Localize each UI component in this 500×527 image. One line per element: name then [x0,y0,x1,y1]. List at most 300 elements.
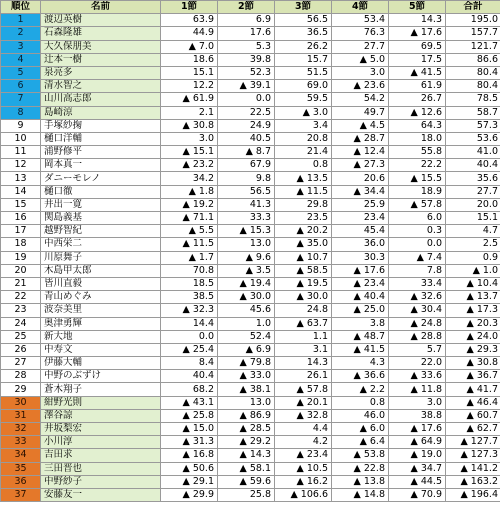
name-cell[interactable]: ダニーモレノ [41,172,161,185]
table-row[interactable] [1,370,500,383]
round-4-cell[interactable]: 36.0 [332,238,389,251]
rank-cell[interactable]: 6 [1,80,41,93]
round-2-cell[interactable]: 56.5 [218,185,275,198]
round-2-cell[interactable]: 41.3 [218,198,275,211]
total-cell[interactable]: ▲ 13.7 [446,291,500,304]
round-2-cell[interactable]: ▲ 33.0 [218,370,275,383]
rank-cell[interactable]: 9 [1,119,41,132]
total-cell[interactable]: 57.3 [446,119,500,132]
round-2-cell[interactable]: 24.9 [218,119,275,132]
rank-cell[interactable]: 22 [1,291,41,304]
name-cell[interactable]: 岡本真一 [41,159,161,172]
round-2-cell[interactable]: ▲ 38.1 [218,383,275,396]
total-cell[interactable]: ▲ 196.4 [446,488,500,501]
round-3-cell[interactable]: ▲ 16.2 [275,475,332,488]
round-5-cell[interactable]: ▲ 32.6 [389,291,446,304]
round-3-cell[interactable]: 3.1 [275,343,332,356]
name-cell[interactable]: 中野のぶずけ [41,370,161,383]
total-cell[interactable]: ▲ 163.2 [446,475,500,488]
name-cell[interactable]: 青山めぐみ [41,291,161,304]
round-1-cell[interactable]: ▲ 43.1 [161,396,218,409]
round-5-cell[interactable]: 3.0 [389,396,446,409]
round-3-cell[interactable]: ▲ 10.7 [275,251,332,264]
table-row[interactable] [1,146,500,159]
round-3-cell[interactable]: ▲ 57.8 [275,383,332,396]
round-3-cell[interactable]: 36.5 [275,27,332,40]
round-2-cell[interactable]: 5.3 [218,40,275,53]
rank-cell[interactable]: 26 [1,343,41,356]
rank-cell[interactable]: 1 [1,14,41,27]
name-cell[interactable]: 樋口徹 [41,185,161,198]
round-5-cell[interactable]: 0.0 [389,238,446,251]
total-cell[interactable]: ▲ 29.3 [446,343,500,356]
round-4-cell[interactable]: 23.4 [332,212,389,225]
round-4-cell[interactable]: 49.7 [332,106,389,119]
round-1-cell[interactable]: ▲ 25.8 [161,409,218,422]
table-row[interactable] [1,409,500,422]
table-row[interactable] [1,172,500,185]
total-cell[interactable]: 15.1 [446,212,500,225]
col-header-rank[interactable]: 順位 [1,1,41,14]
round-2-cell[interactable]: 17.6 [218,27,275,40]
rank-cell[interactable]: 31 [1,409,41,422]
round-4-cell[interactable]: ▲ 34.4 [332,185,389,198]
round-1-cell[interactable]: 14.4 [161,317,218,330]
round-1-cell[interactable]: ▲ 1.7 [161,251,218,264]
table-row[interactable] [1,225,500,238]
round-1-cell[interactable]: ▲ 1.8 [161,185,218,198]
table-row[interactable] [1,40,500,53]
name-cell[interactable]: 奥津勇輝 [41,317,161,330]
round-4-cell[interactable]: ▲ 23.6 [332,80,389,93]
round-1-cell[interactable]: ▲ 50.6 [161,462,218,475]
round-3-cell[interactable]: 26.1 [275,370,332,383]
rank-cell[interactable]: 33 [1,436,41,449]
total-cell[interactable]: ▲ 20.3 [446,317,500,330]
round-1-cell[interactable]: 12.2 [161,80,218,93]
round-5-cell[interactable]: 7.8 [389,264,446,277]
round-3-cell[interactable]: 29.8 [275,198,332,211]
round-3-cell[interactable]: 4.4 [275,423,332,436]
table-row[interactable] [1,93,500,106]
round-1-cell[interactable]: 38.5 [161,291,218,304]
round-5-cell[interactable]: ▲ 28.8 [389,330,446,343]
round-2-cell[interactable]: 25.8 [218,488,275,501]
round-2-cell[interactable]: 1.0 [218,317,275,330]
round-3-cell[interactable]: 20.8 [275,132,332,145]
round-1-cell[interactable]: 63.9 [161,14,218,27]
name-cell[interactable]: 井坂梨宏 [41,423,161,436]
round-2-cell[interactable]: 13.0 [218,238,275,251]
table-row[interactable] [1,475,500,488]
round-1-cell[interactable]: ▲ 15.0 [161,423,218,436]
total-cell[interactable]: 78.5 [446,93,500,106]
table-row[interactable] [1,449,500,462]
round-5-cell[interactable]: 33.4 [389,277,446,290]
rank-cell[interactable]: 2 [1,27,41,40]
table-row[interactable] [1,119,500,132]
round-5-cell[interactable]: 55.8 [389,146,446,159]
rank-cell[interactable]: 34 [1,449,41,462]
table-row[interactable] [1,436,500,449]
rank-cell[interactable]: 35 [1,462,41,475]
round-2-cell[interactable]: ▲ 30.0 [218,291,275,304]
round-4-cell[interactable]: 30.3 [332,251,389,264]
name-cell[interactable]: 木島甲太郎 [41,264,161,277]
round-1-cell[interactable]: ▲ 32.3 [161,304,218,317]
round-1-cell[interactable]: 15.1 [161,66,218,79]
total-cell[interactable]: 0.9 [446,251,500,264]
round-3-cell[interactable]: ▲ 3.0 [275,106,332,119]
round-2-cell[interactable]: 40.5 [218,132,275,145]
round-3-cell[interactable]: 1.1 [275,330,332,343]
col-header-round-5[interactable]: 5節 [389,1,446,14]
round-3-cell[interactable]: 21.4 [275,146,332,159]
round-1-cell[interactable]: 68.2 [161,383,218,396]
round-4-cell[interactable]: 27.7 [332,40,389,53]
total-cell[interactable]: ▲ 46.4 [446,396,500,409]
rank-cell[interactable]: 23 [1,304,41,317]
round-5-cell[interactable]: 64.3 [389,119,446,132]
table-row[interactable] [1,185,500,198]
rank-cell[interactable]: 37 [1,488,41,501]
rank-cell[interactable]: 8 [1,106,41,119]
round-5-cell[interactable]: ▲ 57.8 [389,198,446,211]
table-row[interactable] [1,159,500,172]
name-cell[interactable]: 蒼木翔子 [41,383,161,396]
round-1-cell[interactable]: ▲ 7.0 [161,40,218,53]
round-2-cell[interactable]: ▲ 86.9 [218,409,275,422]
round-5-cell[interactable]: 18.9 [389,185,446,198]
round-5-cell[interactable]: ▲ 19.0 [389,449,446,462]
round-1-cell[interactable]: ▲ 71.1 [161,212,218,225]
table-row[interactable] [1,357,500,370]
total-cell[interactable]: 80.4 [446,66,500,79]
total-cell[interactable]: 80.4 [446,80,500,93]
rank-cell[interactable]: 24 [1,317,41,330]
round-1-cell[interactable]: ▲ 30.8 [161,119,218,132]
round-3-cell[interactable]: ▲ 13.5 [275,172,332,185]
rank-cell[interactable]: 19 [1,251,41,264]
round-5-cell[interactable]: 61.9 [389,80,446,93]
round-1-cell[interactable]: ▲ 25.4 [161,343,218,356]
round-5-cell[interactable]: 17.5 [389,53,446,66]
round-5-cell[interactable]: ▲ 30.4 [389,304,446,317]
rank-cell[interactable]: 3 [1,40,41,53]
rank-cell[interactable]: 16 [1,212,41,225]
round-1-cell[interactable]: ▲ 5.5 [161,225,218,238]
round-2-cell[interactable]: ▲ 6.9 [218,343,275,356]
round-1-cell[interactable]: ▲ 23.2 [161,159,218,172]
total-cell[interactable]: 157.7 [446,27,500,40]
name-cell[interactable]: 泉亮多 [41,66,161,79]
round-3-cell[interactable]: 15.7 [275,53,332,66]
round-5-cell[interactable]: 38.8 [389,409,446,422]
round-2-cell[interactable]: 45.6 [218,304,275,317]
rank-cell[interactable]: 18 [1,238,41,251]
round-2-cell[interactable]: ▲ 39.1 [218,80,275,93]
name-cell[interactable]: 渡辺英樹 [41,14,161,27]
round-2-cell[interactable]: 33.3 [218,212,275,225]
table-row[interactable] [1,488,500,501]
round-5-cell[interactable]: 14.3 [389,14,446,27]
total-cell[interactable]: 35.6 [446,172,500,185]
round-1-cell[interactable]: ▲ 29.9 [161,488,218,501]
round-4-cell[interactable]: ▲ 28.7 [332,132,389,145]
round-3-cell[interactable]: ▲ 63.7 [275,317,332,330]
round-5-cell[interactable]: 18.0 [389,132,446,145]
round-5-cell[interactable]: 22.0 [389,357,446,370]
table-row[interactable] [1,14,500,27]
total-cell[interactable]: ▲ 1.0 [446,264,500,277]
col-header-round-4[interactable]: 4節 [332,1,389,14]
round-3-cell[interactable]: 69.0 [275,80,332,93]
round-2-cell[interactable]: 22.5 [218,106,275,119]
round-4-cell[interactable]: 54.2 [332,93,389,106]
round-4-cell[interactable]: ▲ 23.4 [332,277,389,290]
total-cell[interactable]: ▲ 127.3 [446,449,500,462]
name-cell[interactable]: 樋口洋輔 [41,132,161,145]
round-2-cell[interactable]: 0.0 [218,93,275,106]
round-3-cell[interactable]: ▲ 19.5 [275,277,332,290]
total-cell[interactable]: ▲ 127.7 [446,436,500,449]
rank-cell[interactable]: 20 [1,264,41,277]
round-5-cell[interactable]: ▲ 34.7 [389,462,446,475]
table-row[interactable] [1,80,500,93]
round-4-cell[interactable]: ▲ 2.2 [332,383,389,396]
name-cell[interactable]: 新大地 [41,330,161,343]
total-cell[interactable]: ▲ 36.7 [446,370,500,383]
round-3-cell[interactable]: ▲ 30.0 [275,291,332,304]
round-2-cell[interactable]: ▲ 15.3 [218,225,275,238]
round-2-cell[interactable]: ▲ 59.6 [218,475,275,488]
total-cell[interactable]: ▲ 62.7 [446,423,500,436]
round-1-cell[interactable]: 44.9 [161,27,218,40]
round-4-cell[interactable]: ▲ 6.0 [332,423,389,436]
name-cell[interactable]: 澤谷諒 [41,409,161,422]
total-cell[interactable]: 20.0 [446,198,500,211]
round-4-cell[interactable]: ▲ 13.8 [332,475,389,488]
table-row[interactable] [1,423,500,436]
total-cell[interactable]: 41.0 [446,146,500,159]
name-cell[interactable]: 越野智紀 [41,225,161,238]
rank-cell[interactable]: 27 [1,357,41,370]
col-header-round-3[interactable]: 3節 [275,1,332,14]
round-3-cell[interactable]: ▲ 32.8 [275,409,332,422]
round-3-cell[interactable]: ▲ 35.0 [275,238,332,251]
name-cell[interactable]: 小川淳 [41,436,161,449]
table-row[interactable] [1,198,500,211]
total-cell[interactable]: 195.0 [446,14,500,27]
table-row[interactable] [1,238,500,251]
round-3-cell[interactable]: ▲ 106.6 [275,488,332,501]
round-5-cell[interactable]: 69.5 [389,40,446,53]
rank-cell[interactable]: 10 [1,132,41,145]
round-2-cell[interactable]: 52.4 [218,330,275,343]
total-cell[interactable]: 2.5 [446,238,500,251]
round-1-cell[interactable]: ▲ 15.1 [161,146,218,159]
table-row[interactable] [1,251,500,264]
round-2-cell[interactable]: ▲ 9.6 [218,251,275,264]
round-4-cell[interactable]: ▲ 53.8 [332,449,389,462]
name-cell[interactable]: 井出一寛 [41,198,161,211]
col-header-round-1[interactable]: 1節 [161,1,218,14]
table-row[interactable] [1,383,500,396]
round-5-cell[interactable]: ▲ 24.8 [389,317,446,330]
total-cell[interactable]: ▲ 24.0 [446,330,500,343]
rank-cell[interactable]: 11 [1,146,41,159]
round-1-cell[interactable]: 18.6 [161,53,218,66]
round-5-cell[interactable]: 6.0 [389,212,446,225]
round-2-cell[interactable]: 13.0 [218,396,275,409]
round-4-cell[interactable]: ▲ 12.4 [332,146,389,159]
rank-cell[interactable]: 21 [1,277,41,290]
round-5-cell[interactable]: 5.7 [389,343,446,356]
round-3-cell[interactable]: 59.5 [275,93,332,106]
table-row[interactable] [1,317,500,330]
total-cell[interactable]: ▲ 17.3 [446,304,500,317]
name-cell[interactable]: 石森隆雄 [41,27,161,40]
round-1-cell[interactable]: ▲ 29.1 [161,475,218,488]
table-row[interactable] [1,330,500,343]
round-5-cell[interactable]: ▲ 12.6 [389,106,446,119]
table-row[interactable] [1,264,500,277]
round-4-cell[interactable]: 3.0 [332,66,389,79]
rank-cell[interactable]: 28 [1,370,41,383]
round-4-cell[interactable]: 25.9 [332,198,389,211]
round-1-cell[interactable]: ▲ 31.3 [161,436,218,449]
round-4-cell[interactable]: 20.6 [332,172,389,185]
round-2-cell[interactable]: ▲ 29.2 [218,436,275,449]
name-cell[interactable]: 山川高志郎 [41,93,161,106]
round-5-cell[interactable]: ▲ 33.6 [389,370,446,383]
rank-cell[interactable]: 12 [1,159,41,172]
total-cell[interactable]: 40.4 [446,159,500,172]
table-row[interactable] [1,462,500,475]
name-cell[interactable]: 辻本一樹 [41,53,161,66]
round-4-cell[interactable]: ▲ 40.4 [332,291,389,304]
round-3-cell[interactable]: 24.8 [275,304,332,317]
round-3-cell[interactable]: ▲ 23.4 [275,449,332,462]
name-cell[interactable]: 清水智之 [41,80,161,93]
round-1-cell[interactable]: 18.5 [161,277,218,290]
table-row[interactable] [1,291,500,304]
round-3-cell[interactable]: 0.8 [275,159,332,172]
total-cell[interactable]: ▲ 10.4 [446,277,500,290]
round-4-cell[interactable]: ▲ 4.5 [332,119,389,132]
round-3-cell[interactable]: 23.5 [275,212,332,225]
round-1-cell[interactable]: ▲ 16.8 [161,449,218,462]
round-4-cell[interactable]: 53.4 [332,14,389,27]
round-4-cell[interactable]: 4.3 [332,357,389,370]
rank-cell[interactable]: 30 [1,396,41,409]
table-row[interactable] [1,53,500,66]
round-3-cell[interactable]: 51.5 [275,66,332,79]
round-2-cell[interactable]: 67.9 [218,159,275,172]
name-cell[interactable]: 浦野修平 [41,146,161,159]
total-cell[interactable]: ▲ 41.7 [446,383,500,396]
rank-cell[interactable]: 7 [1,93,41,106]
name-cell[interactable]: 波奈美里 [41,304,161,317]
round-4-cell[interactable]: ▲ 36.6 [332,370,389,383]
round-3-cell[interactable]: ▲ 20.2 [275,225,332,238]
name-cell[interactable]: 大久保朋美 [41,40,161,53]
round-1-cell[interactable]: 70.8 [161,264,218,277]
table-row[interactable] [1,106,500,119]
round-5-cell[interactable]: ▲ 44.5 [389,475,446,488]
rank-cell[interactable]: 15 [1,198,41,211]
round-4-cell[interactable]: ▲ 22.8 [332,462,389,475]
table-row[interactable] [1,396,500,409]
round-1-cell[interactable]: 0.0 [161,330,218,343]
round-2-cell[interactable]: ▲ 3.5 [218,264,275,277]
name-cell[interactable]: 島崎涼 [41,106,161,119]
round-5-cell[interactable]: ▲ 15.5 [389,172,446,185]
round-1-cell[interactable]: ▲ 61.9 [161,93,218,106]
round-3-cell[interactable]: 4.2 [275,436,332,449]
total-cell[interactable]: ▲ 141.2 [446,462,500,475]
name-cell[interactable]: 伊藤大輔 [41,357,161,370]
round-1-cell[interactable]: 40.4 [161,370,218,383]
total-cell[interactable]: ▲ 30.8 [446,357,500,370]
round-2-cell[interactable]: ▲ 58.1 [218,462,275,475]
round-1-cell[interactable]: ▲ 19.2 [161,198,218,211]
round-5-cell[interactable]: ▲ 41.5 [389,66,446,79]
table-row[interactable] [1,66,500,79]
rank-cell[interactable]: 14 [1,185,41,198]
rank-cell[interactable]: 5 [1,66,41,79]
name-cell[interactable]: 中寿文 [41,343,161,356]
name-cell[interactable]: 関島義基 [41,212,161,225]
round-4-cell[interactable]: ▲ 27.3 [332,159,389,172]
name-cell[interactable]: 紺野光則 [41,396,161,409]
round-2-cell[interactable]: 52.3 [218,66,275,79]
rank-cell[interactable]: 4 [1,53,41,66]
round-1-cell[interactable]: 2.1 [161,106,218,119]
table-row[interactable] [1,212,500,225]
round-5-cell[interactable]: 22.2 [389,159,446,172]
round-1-cell[interactable]: 3.0 [161,132,218,145]
rank-cell[interactable]: 29 [1,383,41,396]
total-cell[interactable]: 121.7 [446,40,500,53]
round-3-cell[interactable]: ▲ 20.1 [275,396,332,409]
table-row[interactable] [1,132,500,145]
rank-cell[interactable]: 36 [1,475,41,488]
total-cell[interactable]: 27.7 [446,185,500,198]
round-5-cell[interactable]: ▲ 7.4 [389,251,446,264]
total-cell[interactable]: ▲ 60.7 [446,409,500,422]
table-row[interactable] [1,277,500,290]
col-header-total[interactable]: 合計 [446,1,500,14]
round-5-cell[interactable]: ▲ 70.9 [389,488,446,501]
round-2-cell[interactable]: 6.9 [218,14,275,27]
name-cell[interactable]: 川原舞子 [41,251,161,264]
name-cell[interactable]: 皆川直毅 [41,277,161,290]
round-3-cell[interactable]: ▲ 58.5 [275,264,332,277]
round-3-cell[interactable]: 3.4 [275,119,332,132]
rank-cell[interactable]: 13 [1,172,41,185]
col-header-name[interactable]: 名前 [41,1,161,14]
round-5-cell[interactable]: 0.3 [389,225,446,238]
round-2-cell[interactable]: 9.8 [218,172,275,185]
round-4-cell[interactable]: ▲ 41.5 [332,343,389,356]
rank-cell[interactable]: 17 [1,225,41,238]
round-4-cell[interactable]: 76.3 [332,27,389,40]
name-cell[interactable]: 吉田求 [41,449,161,462]
total-cell[interactable]: 86.6 [446,53,500,66]
round-3-cell[interactable]: ▲ 10.5 [275,462,332,475]
name-cell[interactable]: 安藤友一 [41,488,161,501]
